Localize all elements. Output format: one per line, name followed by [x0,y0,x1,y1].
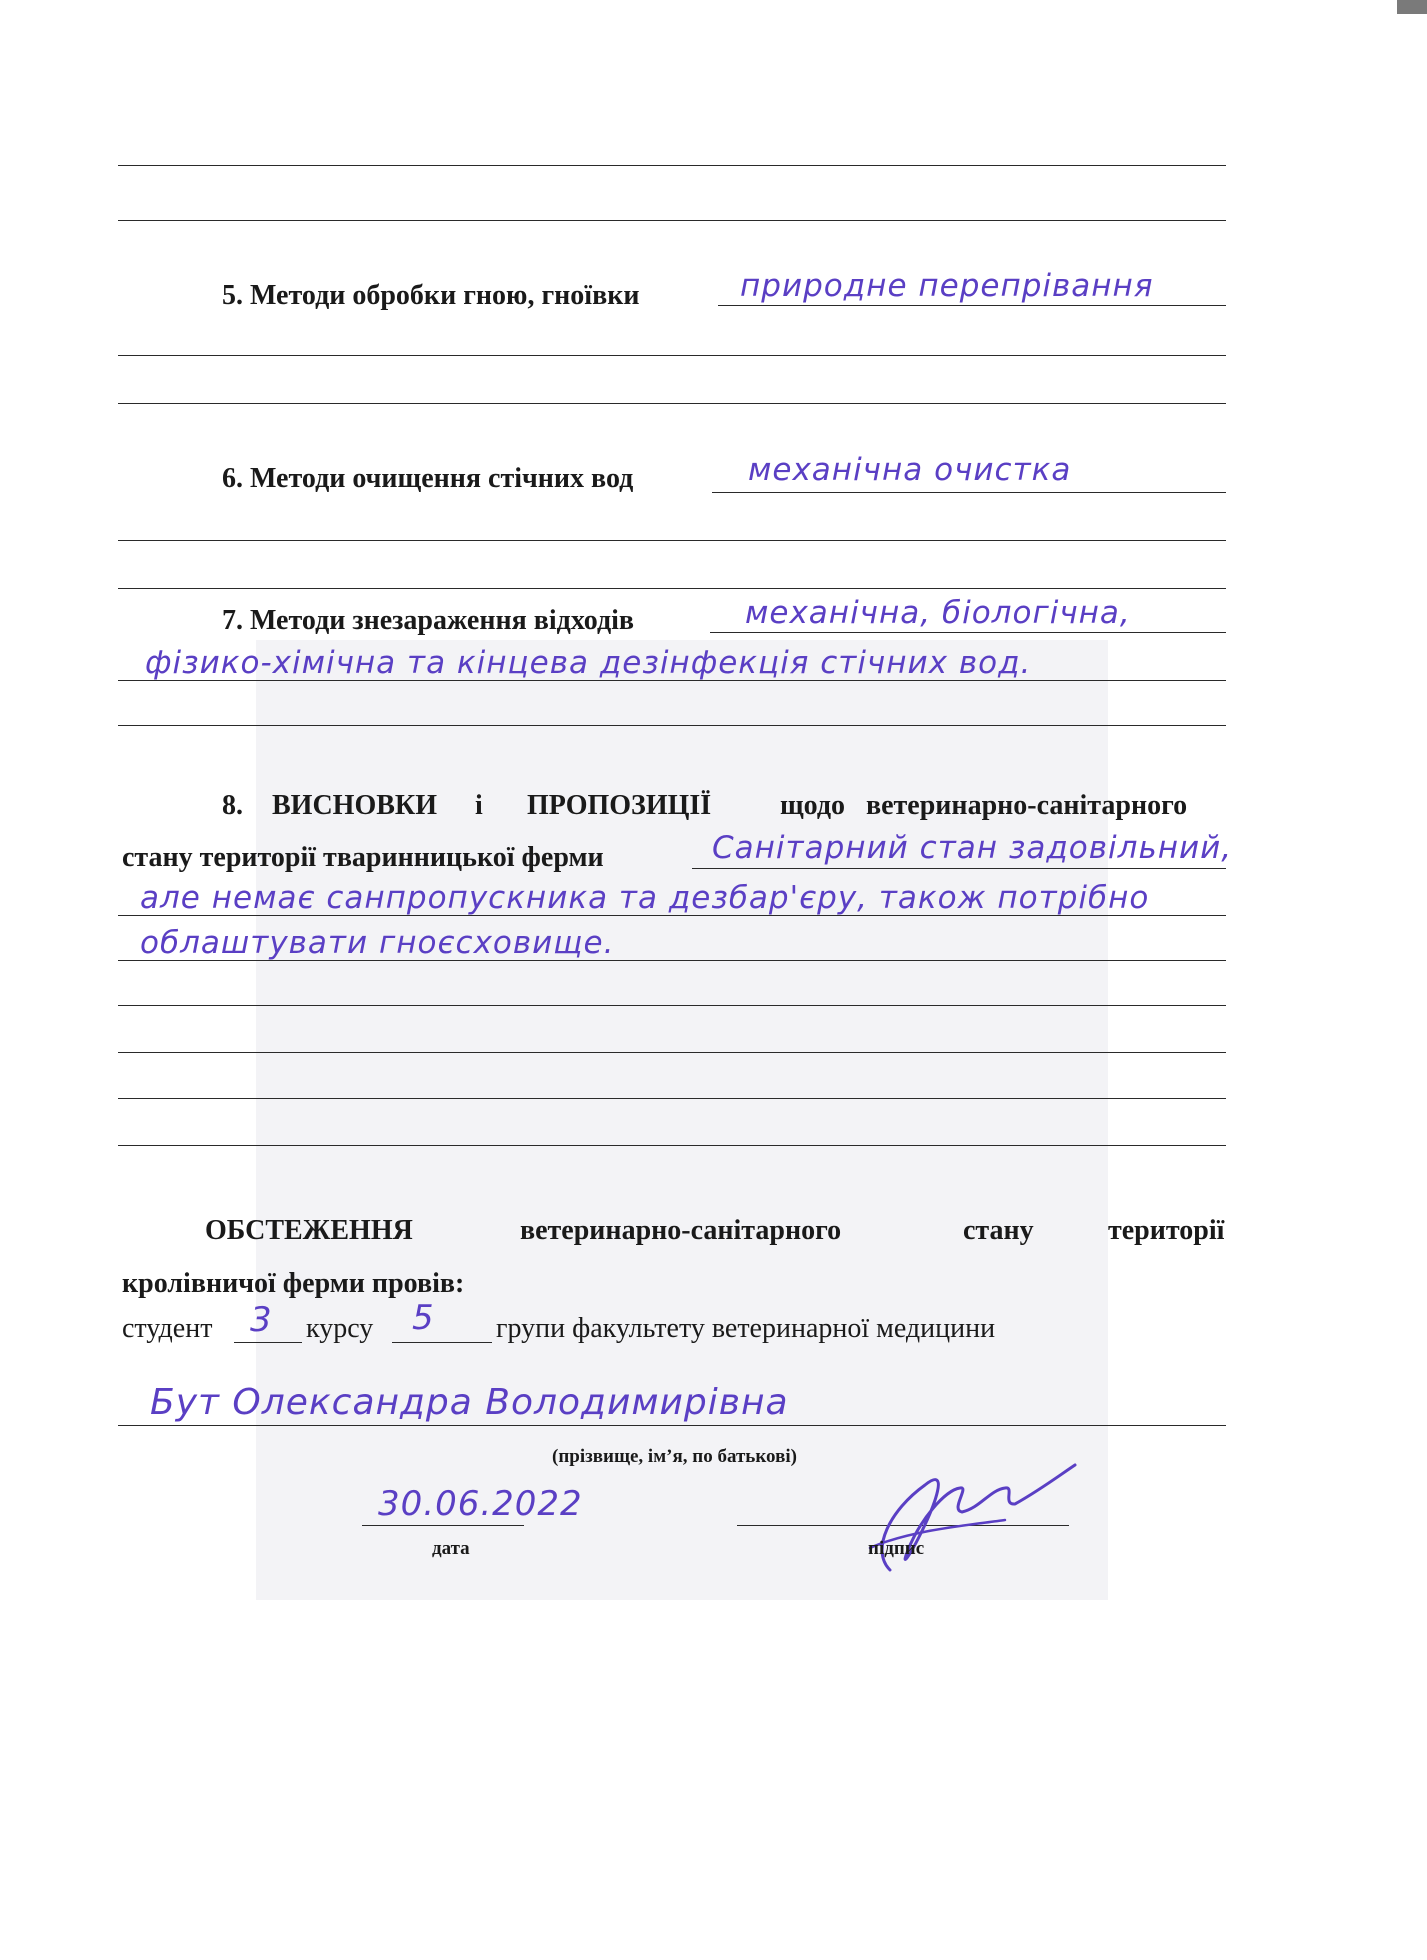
section8-word-vet-sanitary: ветеринарно-санітарного [866,790,1188,821]
section8-answer-line3: облаштувати гноєсховище. [140,925,615,961]
survey-word-1: ОБСТЕЖЕННЯ [205,1215,413,1246]
course-line [234,1342,302,1343]
section8-word-regarding: щодо [780,790,845,821]
name-line [118,1425,1226,1426]
section8-answer-line1: Санітарний стан задовільний, [712,830,1233,866]
section5-answer: природне перепрівання [740,268,1154,304]
full-name: Бут Олександра Володимирівна [150,1382,789,1423]
section6-label: 6. Методи очищення стічних вод [222,463,634,494]
section6-answer: механічна очистка [748,452,1072,488]
course-label: курсу [306,1313,374,1344]
section8-word-conclusions: ВИСНОВКИ [272,790,437,821]
section6-rule-2 [118,540,1226,541]
section8-answer-line2: але немає санпропускника та дезбар'єру, також потрібно [140,880,1150,916]
section6-rule-3 [118,588,1226,589]
group-label: групи факультету ветеринарної медицини [496,1313,996,1344]
signature-caption: підпис [868,1538,925,1559]
scan-corner-mark [1397,0,1427,14]
section5-rule-2 [118,355,1226,356]
section5-rule-3 [118,403,1226,404]
section7-answer-line2: фізико-хімічна та кінцева дезінфекція стічних вод. [145,645,1032,681]
section7-rule-3 [118,725,1226,726]
section6-answer-line [712,492,1226,493]
group-line [392,1342,492,1343]
survey-word-2: ветеринарно-санітарного [520,1215,842,1246]
section7-answer-line [710,632,1226,633]
section8-word-proposals: ПРОПОЗИЦІЇ [527,790,712,821]
name-caption: (прізвище, ім’я, по батькові) [552,1446,797,1467]
section8-rule-5 [118,1052,1226,1053]
section5-answer-line [718,305,1226,306]
section7-answer-line1: механічна, біологічна, [745,595,1131,631]
section8-rule-7 [118,1145,1226,1146]
section8-rule-6 [118,1098,1226,1099]
top-rule-1 [118,165,1226,166]
survey-line2: кролівничої ферми провів: [122,1268,465,1299]
section7-label: 7. Методи знезараження відходів [222,605,635,636]
section8-number: 8. [222,790,243,821]
top-rule-2 [118,220,1226,221]
survey-word-3: стану [963,1215,1034,1246]
group-value: 5 [412,1298,435,1338]
section8-line2-label: стану території тваринницької ферми [122,842,604,873]
student-label: студент [122,1313,213,1344]
section8-word-and: і [475,790,483,821]
section8-answer-line [692,868,1226,869]
course-value: 3 [250,1300,273,1340]
section5-label: 5. Методи обробки гною, гноївки [222,280,640,311]
date-value: 30.06.2022 [378,1484,583,1524]
survey-word-4: території [1108,1215,1225,1246]
date-line [362,1525,524,1526]
date-caption: дата [432,1538,470,1559]
section8-rule-4 [118,1005,1226,1006]
